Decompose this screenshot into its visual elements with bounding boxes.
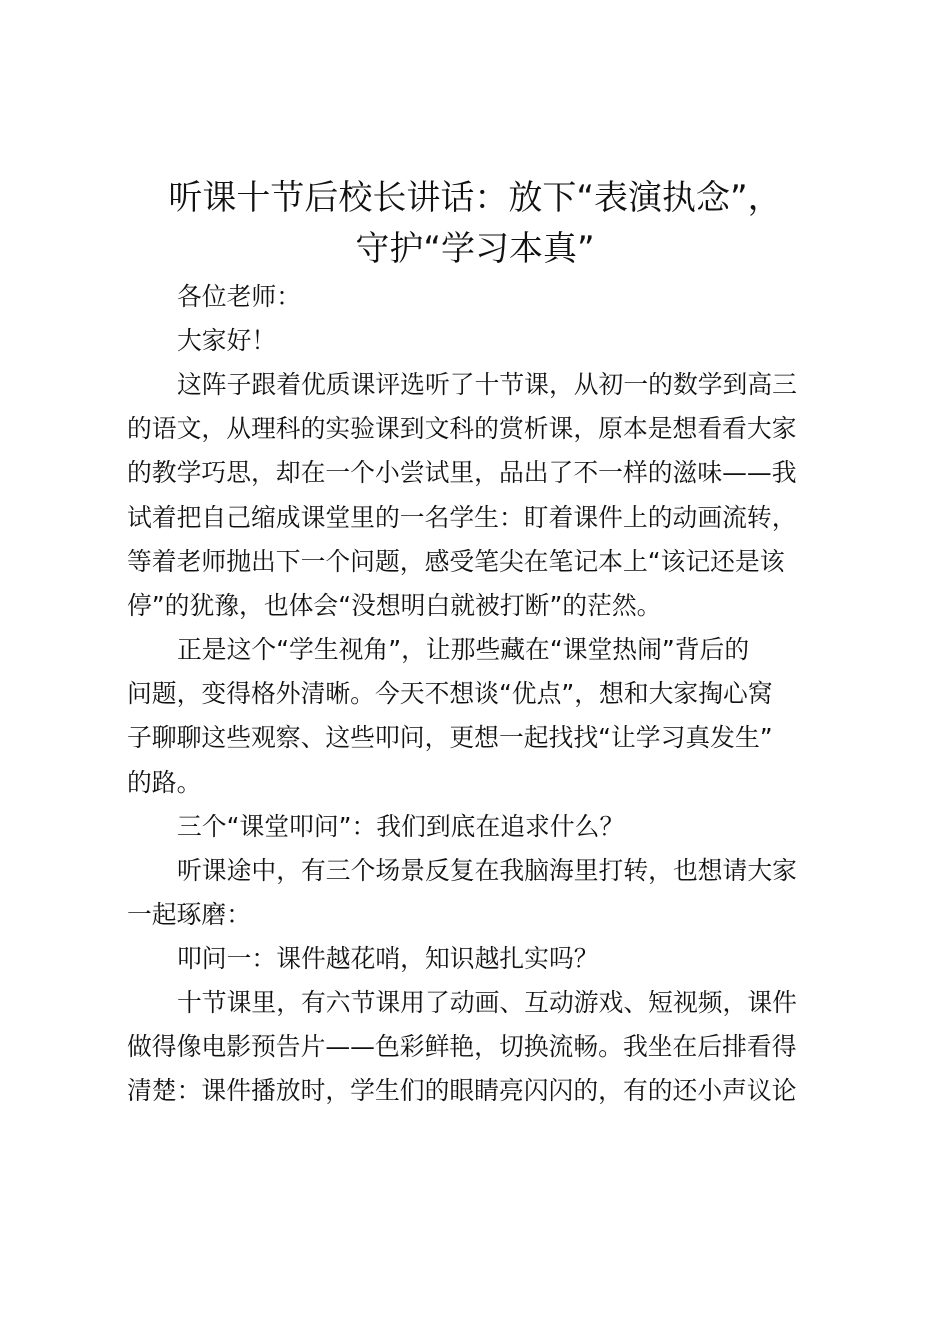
- paragraph-line: 的教学巧思，却在一个小尝试里，品出了不一样的滋味——我: [127, 458, 797, 488]
- paragraph-line: 子聊聊这些观察、这些叩问，更想一起找找“让学习真发生”: [127, 723, 773, 753]
- paragraph-courseware: [127, 981, 833, 1114]
- paragraph-line: 叩问一：课件越花哨，知识越扎实吗？: [177, 944, 599, 973]
- paragraph-line: 清楚：课件播放时，学生们的眼睛亮闪闪的，有的还小声议论: [127, 1076, 797, 1106]
- paragraph-line: 的路。: [127, 767, 202, 797]
- question-one-heading: [127, 937, 833, 981]
- paragraph-line: 大家好！: [177, 326, 277, 355]
- paragraph-line: 各位老师：: [177, 282, 301, 311]
- document-title-line-1: 听课十节后校长讲话：放下“表演执念”，: [168, 178, 782, 218]
- paragraph-intro: [127, 363, 833, 628]
- paragraph-line: 听课途中，有三个场景反复在我脑海里打转，也想请大家: [177, 856, 797, 885]
- paragraph-line: 十节课里，有六节课用了动画、互动游戏、短视频，课件: [177, 988, 797, 1017]
- paragraph-salutation: [127, 275, 833, 319]
- document-title-line-2: 守护“学习本真”: [355, 229, 595, 269]
- paragraph-line: 试着把自己缩成课堂里的一名学生：盯着课件上的动画流转，: [127, 502, 797, 532]
- paragraph-line: 等着老师抛出下一个问题，感受笔尖在笔记本上“该记还是该: [127, 546, 785, 576]
- paragraph-line: 一起琢磨：: [127, 900, 251, 930]
- paragraph-line: 做得像电影预告片——色彩鲜艳，切换流畅。我坐在后排看得: [127, 1032, 797, 1062]
- paragraph-line: 问题，变得格外清晰。今天不想谈“优点”，想和大家掏心窝: [127, 679, 773, 709]
- paragraph-greeting: [127, 319, 833, 363]
- paragraph-line: 三个“课堂叩问”：我们到底在追求什么？: [177, 812, 625, 841]
- section-heading: [127, 805, 833, 849]
- paragraph-line: 这阵子跟着优质课评选听了十节课，从初一的数学到高三: [177, 370, 797, 399]
- paragraph-line: 的语文，从理科的实验课到文科的赏析课，原本是想看看大家: [127, 414, 797, 444]
- paragraph-line: 正是这个“学生视角”，让那些藏在“课堂热闹”背后的: [177, 635, 750, 664]
- paragraph-scenes: [127, 849, 833, 937]
- paragraph-line: 停”的犹豫，也体会“没想明白就被打断”的茫然。: [127, 591, 662, 621]
- paragraph-student-view: [127, 628, 833, 805]
